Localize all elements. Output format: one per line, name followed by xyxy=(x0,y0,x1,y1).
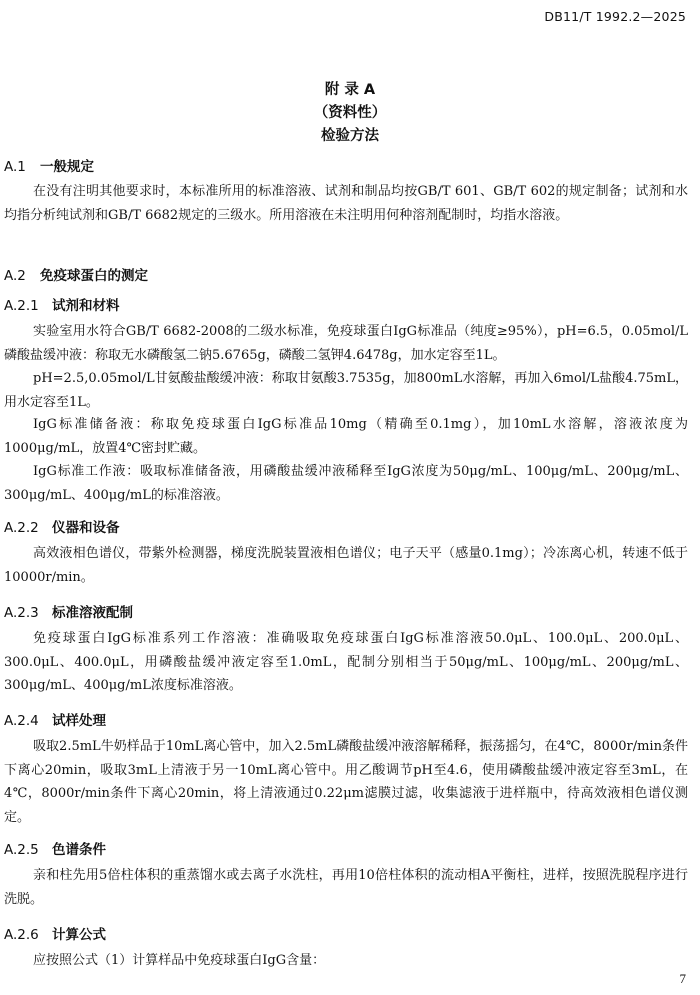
paragraph-a21-glycine-buffer: pH=2.5,0.05mol/L甘氨酸盐酸缓冲液：称取甘氨酸3.7535g，加800mL水溶解，再加入6mol/L盐酸4.75mL，用水定容至1L。 xyxy=(4,371,688,410)
section-heading-a2 xyxy=(4,264,148,284)
section-title: 一般规定 xyxy=(40,159,94,175)
appendix-name: 检验方法 xyxy=(321,128,379,144)
section-number: A.2.1 xyxy=(4,298,39,314)
section-heading-a23 xyxy=(4,601,133,621)
paragraph-a24-sample-prep: 吸取2.5mL牛奶样品于10mL离心管中，加入2.5mL磷酸盐缓冲液溶解稀释，振荡摇匀，在4℃，8000r/min条件下离心20min，吸取3mL上清液于另一10mL离心管中。用乙酸调节pH至4.6，使用磷酸盐缓冲液定容至3mL，在4℃，8000r/min条件下离心20min，将上清液通过0.22μm滤膜过滤，收集滤液于进样瓶中，待高效液相色谱仪测定。 xyxy=(4,739,688,825)
paragraph-a1-general: 在没有注明其他要求时，本标准所用的标准溶液、试剂和制品均按GB/T 601、GB/T 602的规定制备；试剂和水均指分析纯试剂和GB/T 6682规定的三级水。所用溶液在未注明用何种溶剂配制时，均指水溶液。 xyxy=(4,184,688,223)
paragraph-a21-water-buffer: 实验室用水符合GB/T 6682-2008的二级水标准，免疫球蛋白IgG标准品（纯度≥95%），pH=6.5，0.05mol/L磷酸盐缓冲液：称取无水磷酸氢二钠5.6765g，磷酸二氢钾4.6478g，加水定容至1L。 xyxy=(4,324,688,363)
section-title: 色谱条件 xyxy=(52,842,106,858)
section-title: 试样处理 xyxy=(52,713,106,729)
section-number: A.2.4 xyxy=(4,713,39,729)
section-title: 计算公式 xyxy=(52,927,106,943)
paragraph-a26-formula-intro: 应按照公式（1）计算样品中免疫球蛋白IgG含量： xyxy=(33,953,326,968)
section-heading-a21 xyxy=(4,294,120,314)
section-title: 免疫球蛋白的测定 xyxy=(40,268,148,284)
paragraph-a23-standard-series: 免疫球蛋白IgG标准系列工作溶液：准确吸取免疫球蛋白IgG标准溶液50.0μL、100.0μL、200.0μL、300.0μL、400.0μL，用磷酸盐缓冲液定容至1.0mL，配制分别相当于50μg/mL、100μg/mL、200μg/mL、300μg/mL、400μg/mL浓度标准溶液。 xyxy=(4,631,688,693)
appendix-title: 附 录 A xyxy=(324,82,376,98)
section-number: A.2.3 xyxy=(4,605,39,621)
section-heading-a24 xyxy=(4,709,106,729)
paragraph-a22-instruments: 高效液相色谱仪，带紫外检测器，梯度洗脱装置液相色谱仪；电子天平（感量0.1mg）；冷冻离心机，转速不低于10000r/min。 xyxy=(4,546,688,585)
section-number: A.1 xyxy=(4,159,26,175)
section-title: 标准溶液配制 xyxy=(52,605,133,621)
standard-code: DB11/T 1992.2—2025 xyxy=(544,9,686,24)
section-number: A.2.5 xyxy=(4,842,39,858)
section-number: A.2 xyxy=(4,268,26,284)
paragraph-a25-chromatography: 亲和柱先用5倍柱体积的重蒸馏水或去离子水洗柱，再用10倍柱体积的流动相A平衡柱，进样，按照洗脱程序进行洗脱。 xyxy=(4,868,688,907)
section-title: 仪器和设备 xyxy=(52,520,120,536)
section-heading-a22 xyxy=(4,516,120,536)
section-heading-a1 xyxy=(4,155,94,175)
section-title: 试剂和材料 xyxy=(52,298,120,314)
section-heading-a26 xyxy=(4,923,106,943)
paragraph-a21-working-solution: IgG标准工作液：吸取标准储备液，用磷酸盐缓冲液稀释至IgG浓度为50μg/mL、100μg/mL、200μg/mL、300μg/mL、400μg/mL的标准溶液。 xyxy=(4,464,688,503)
section-heading-a25 xyxy=(4,838,106,858)
section-number: A.2.6 xyxy=(4,927,39,943)
appendix-nature: （资料性） xyxy=(313,105,387,121)
page-number: 7 xyxy=(679,971,686,986)
section-number: A.2.2 xyxy=(4,520,39,536)
paragraph-a21-stock-solution: IgG标准储备液：称取免疫球蛋白IgG标准品10mg（精确至0.1mg），加10mL水溶解，溶液浓度为1000μg/mL，放置4℃密封贮藏。 xyxy=(4,417,688,456)
